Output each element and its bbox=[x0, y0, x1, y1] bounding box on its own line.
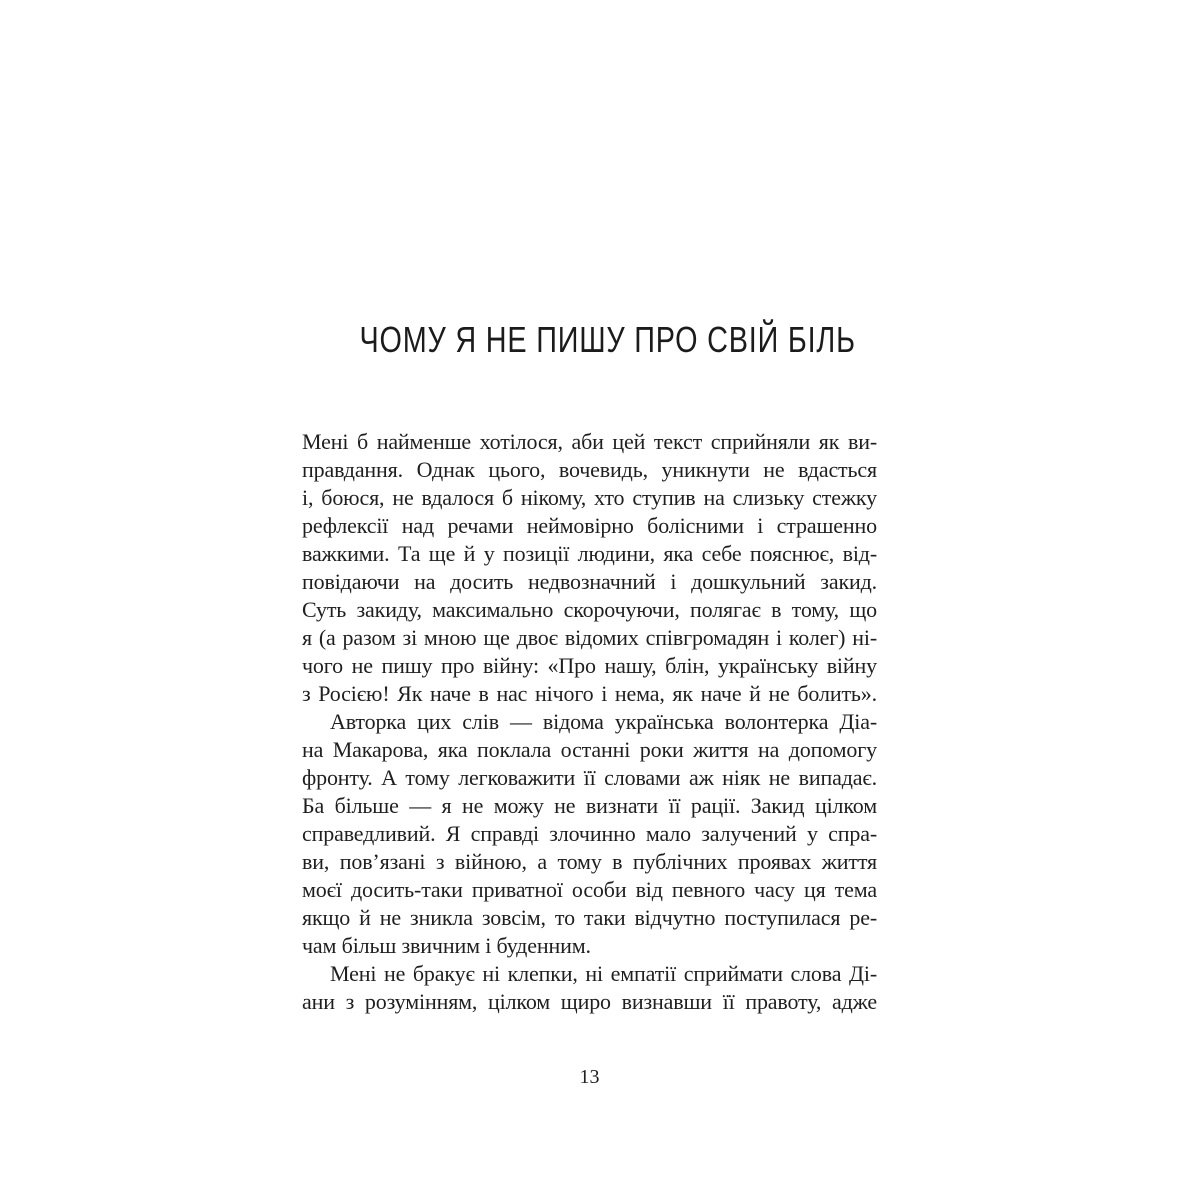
body-line: чам більш звичним і буденним. bbox=[302, 933, 591, 958]
body-line: Мені не бракує ні клепки, ні емпатії сприймати слова Ді- bbox=[330, 961, 877, 986]
body-line: важкими. Та ще й у позиції людини, яка себе пояснює, від- bbox=[302, 541, 877, 566]
body-line: Суть закиду, максимально скорочуючи, полягає в тому, що bbox=[302, 597, 877, 622]
chapter-title: ЧОМУ Я НЕ ПИШУ ПРО СВІЙ БІЛЬ bbox=[359, 319, 856, 361]
body-line: Мені б найменше хотілося, аби цей текст сприйняли як ви- bbox=[302, 429, 877, 454]
body-line: ани з розумінням, цілком щиро визнавши її правоту, адже bbox=[302, 989, 877, 1014]
body-line: моєї досить-таки приватної особи від певного часу ця тема bbox=[302, 877, 877, 902]
body-line: ви, пов’язані з війною, а тому в публічних проявах життя bbox=[302, 849, 877, 874]
paragraph bbox=[302, 960, 877, 1016]
body-text-column bbox=[302, 428, 877, 1016]
body-line: я (а разом зі мною ще двоє відомих співгромадян і колег) ні- bbox=[302, 625, 877, 650]
paragraph bbox=[302, 428, 877, 708]
body-line: рефлексії над речами неймовірно болісними і страшенно bbox=[302, 513, 877, 538]
body-line: чого не пишу про війну: «Про нашу, блін, українську війну bbox=[302, 653, 877, 678]
body-line: правдання. Однак цього, вочевидь, уникнути не вдасться bbox=[302, 457, 877, 482]
body-line: Ба більше — я не можу не визнати її рації. Закид цілком bbox=[302, 793, 877, 818]
body-line: якщо й не зникла зовсім, то таки відчутно поступилася ре- bbox=[302, 905, 877, 930]
body-line: фронту. А тому легковажити її словами аж ніяк не випадає. bbox=[302, 765, 877, 790]
body-line: і, боюся, не вдалося б нікому, хто ступив на слизьку стежку bbox=[302, 485, 877, 510]
paragraph bbox=[302, 708, 877, 960]
body-line: з Росією! Як наче в нас нічого і нема, як наче й не болить». bbox=[302, 681, 877, 706]
body-line: Авторка цих слів — відома українська волонтерка Діа- bbox=[330, 709, 877, 734]
body-line: повідаючи на досить недвозначний і дошкульний закид. bbox=[302, 569, 877, 594]
body-line: на Макарова, яка поклала останні роки життя на допомогу bbox=[302, 737, 877, 762]
page-number: 13 bbox=[579, 1066, 600, 1088]
body-line: справедливий. Я справді злочинно мало залучений у спра- bbox=[302, 821, 877, 846]
